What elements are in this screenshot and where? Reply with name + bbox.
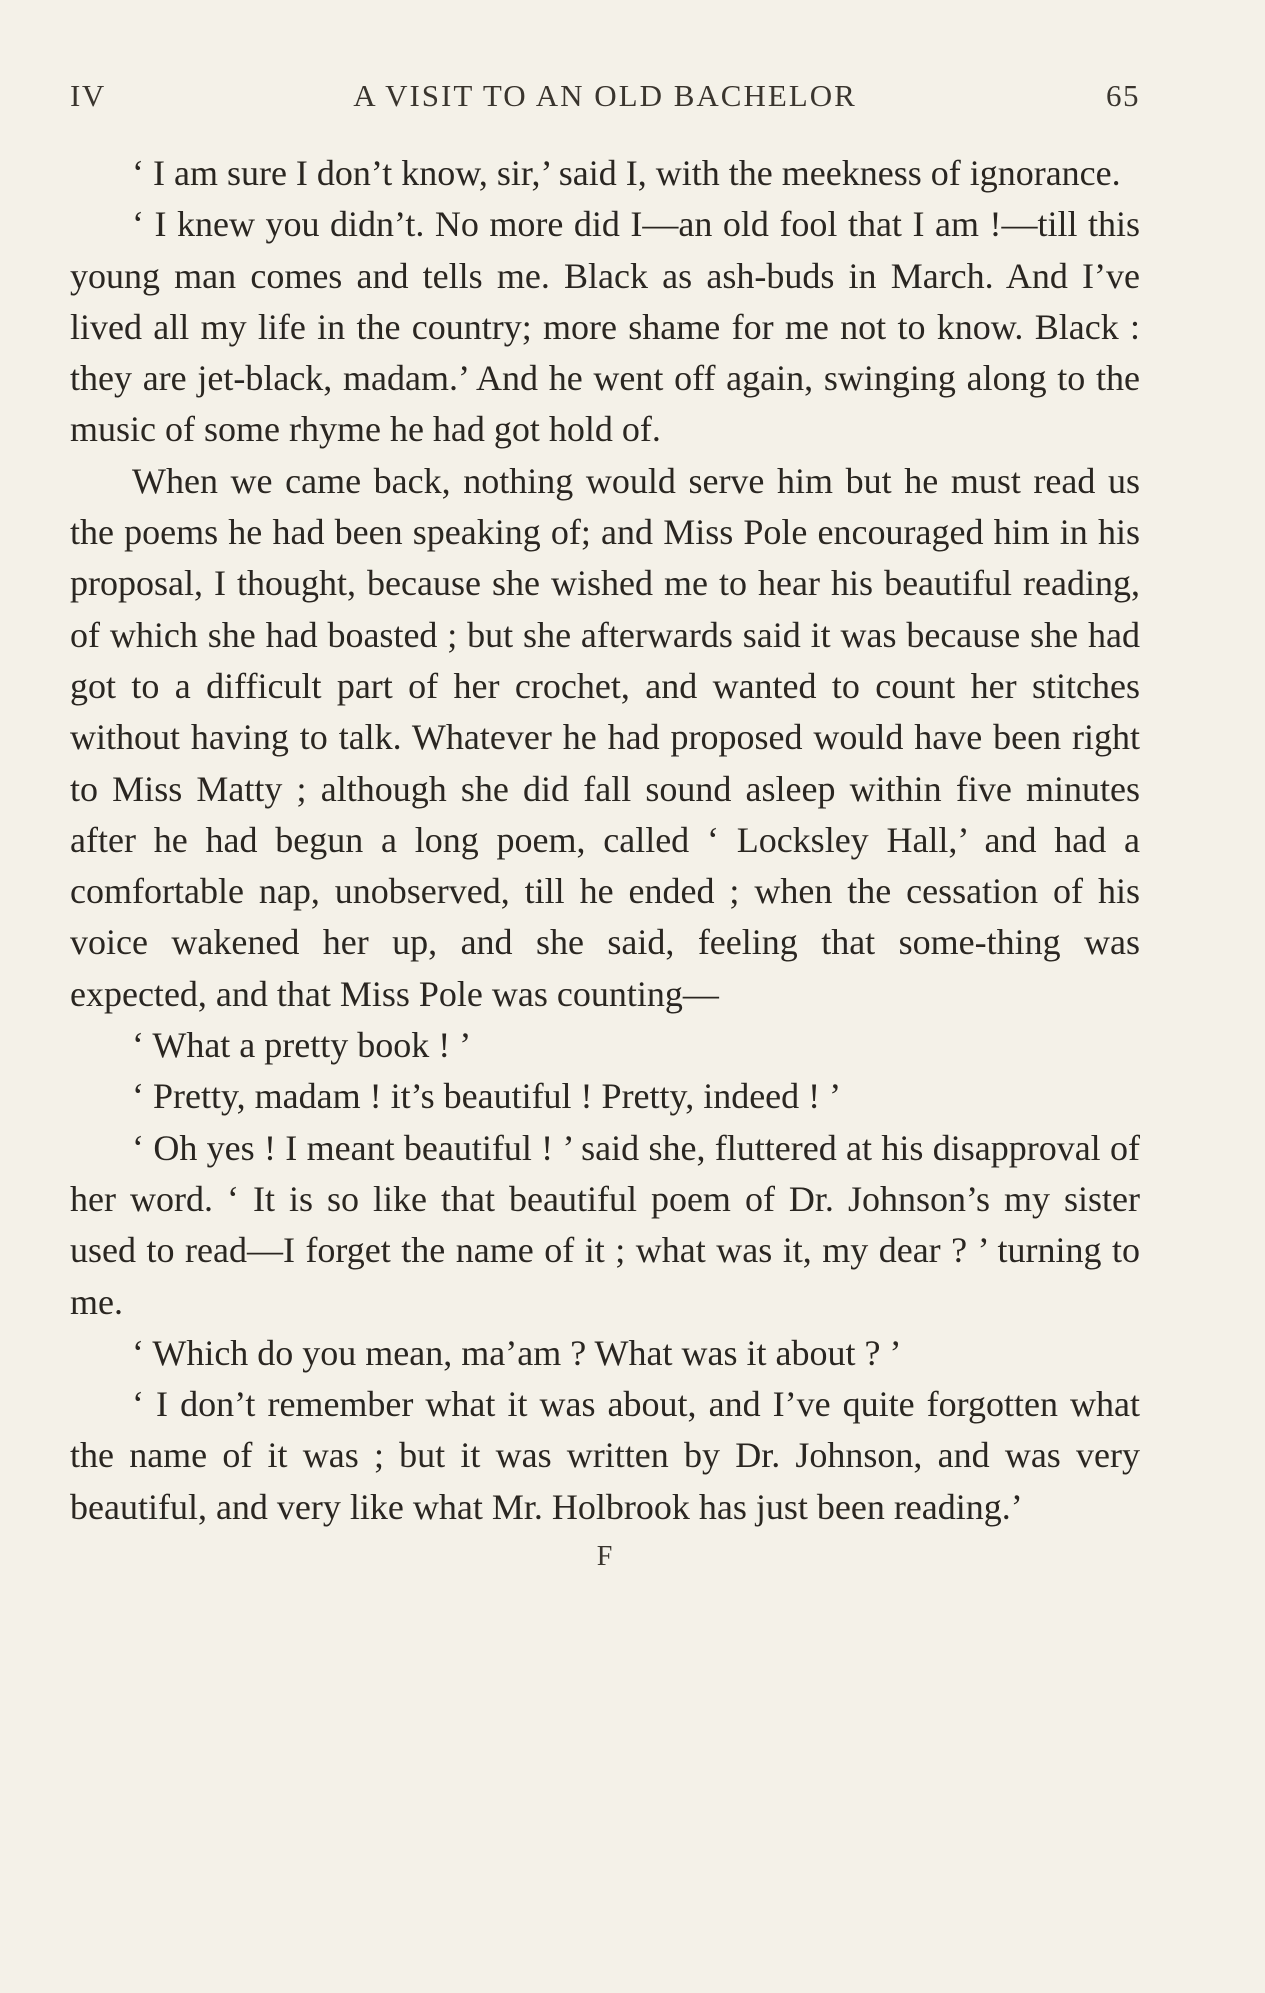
body-text xyxy=(70,148,1140,1533)
running-title: A VISIT TO AN OLD BACHELOR xyxy=(353,78,857,113)
paragraph: ‘ Pretty, madam ! it’s beautiful ! Pretty, indeed ! ’ xyxy=(132,1076,842,1117)
paragraph: When we came back, nothing would serve him but he must read us the poems he had been speaking of; and Miss Pole encouraged him in his proposal, I thought, because she wished me to hear his beautiful reading, of which she had boasted ; but she afterwards said it was because she had got to a difficult part of her crochet, and wanted to count her stitches without having to talk. Whatever he had proposed would have been right to Miss Matty ; although she did fall sound asleep within five minutes after he had begun a long poem, called ‘ Locksley Hall,’ and had a comfortable nap, unobserved, till he ended ; when the cessation of his voice wakened her up, and she said, feeling that some-thing was expected, and that Miss Pole was counting— xyxy=(70,460,1140,1014)
paragraph: ‘ What a pretty book ! ’ xyxy=(132,1025,472,1066)
page-number: 65 xyxy=(1106,78,1140,113)
paragraph: ‘ Oh yes ! I meant beautiful ! ’ said she, fluttered at his disapproval of her word. ‘ It is so like that beautiful poem of Dr. Johnson’s my sister used to read—I forget the name of it ; what was it, my dear ? ’ turning to me. xyxy=(70,1127,1140,1322)
signature-mark: F xyxy=(596,1541,614,1573)
paragraph: ‘ I knew you didn’t. No more did I—an old fool that I am !—till this young man comes and tells me. Black as ash-buds in March. And I’ve lived all my life in the country; more shame for me not to know. Black : they are jet-black, madam.’ And he went off again, swinging along to the music of some rhyme he had got hold of. xyxy=(70,204,1140,450)
paragraph: ‘ Which do you mean, ma’am ? What was it about ? ’ xyxy=(132,1332,902,1373)
paragraph: ‘ I don’t remember what it was about, and I’ve quite forgotten what the name of it was ; but it was written by Dr. Johnson, and was very beautiful, and very like what Mr. Holbrook has just been reading.’ xyxy=(70,1384,1140,1527)
running-head xyxy=(70,78,1140,126)
paragraph: ‘ I am sure I don’t know, sir,’ said I, with the meekness of ignorance. xyxy=(132,153,1121,193)
book-page xyxy=(70,78,1140,1573)
chapter-number: IV xyxy=(70,78,106,113)
